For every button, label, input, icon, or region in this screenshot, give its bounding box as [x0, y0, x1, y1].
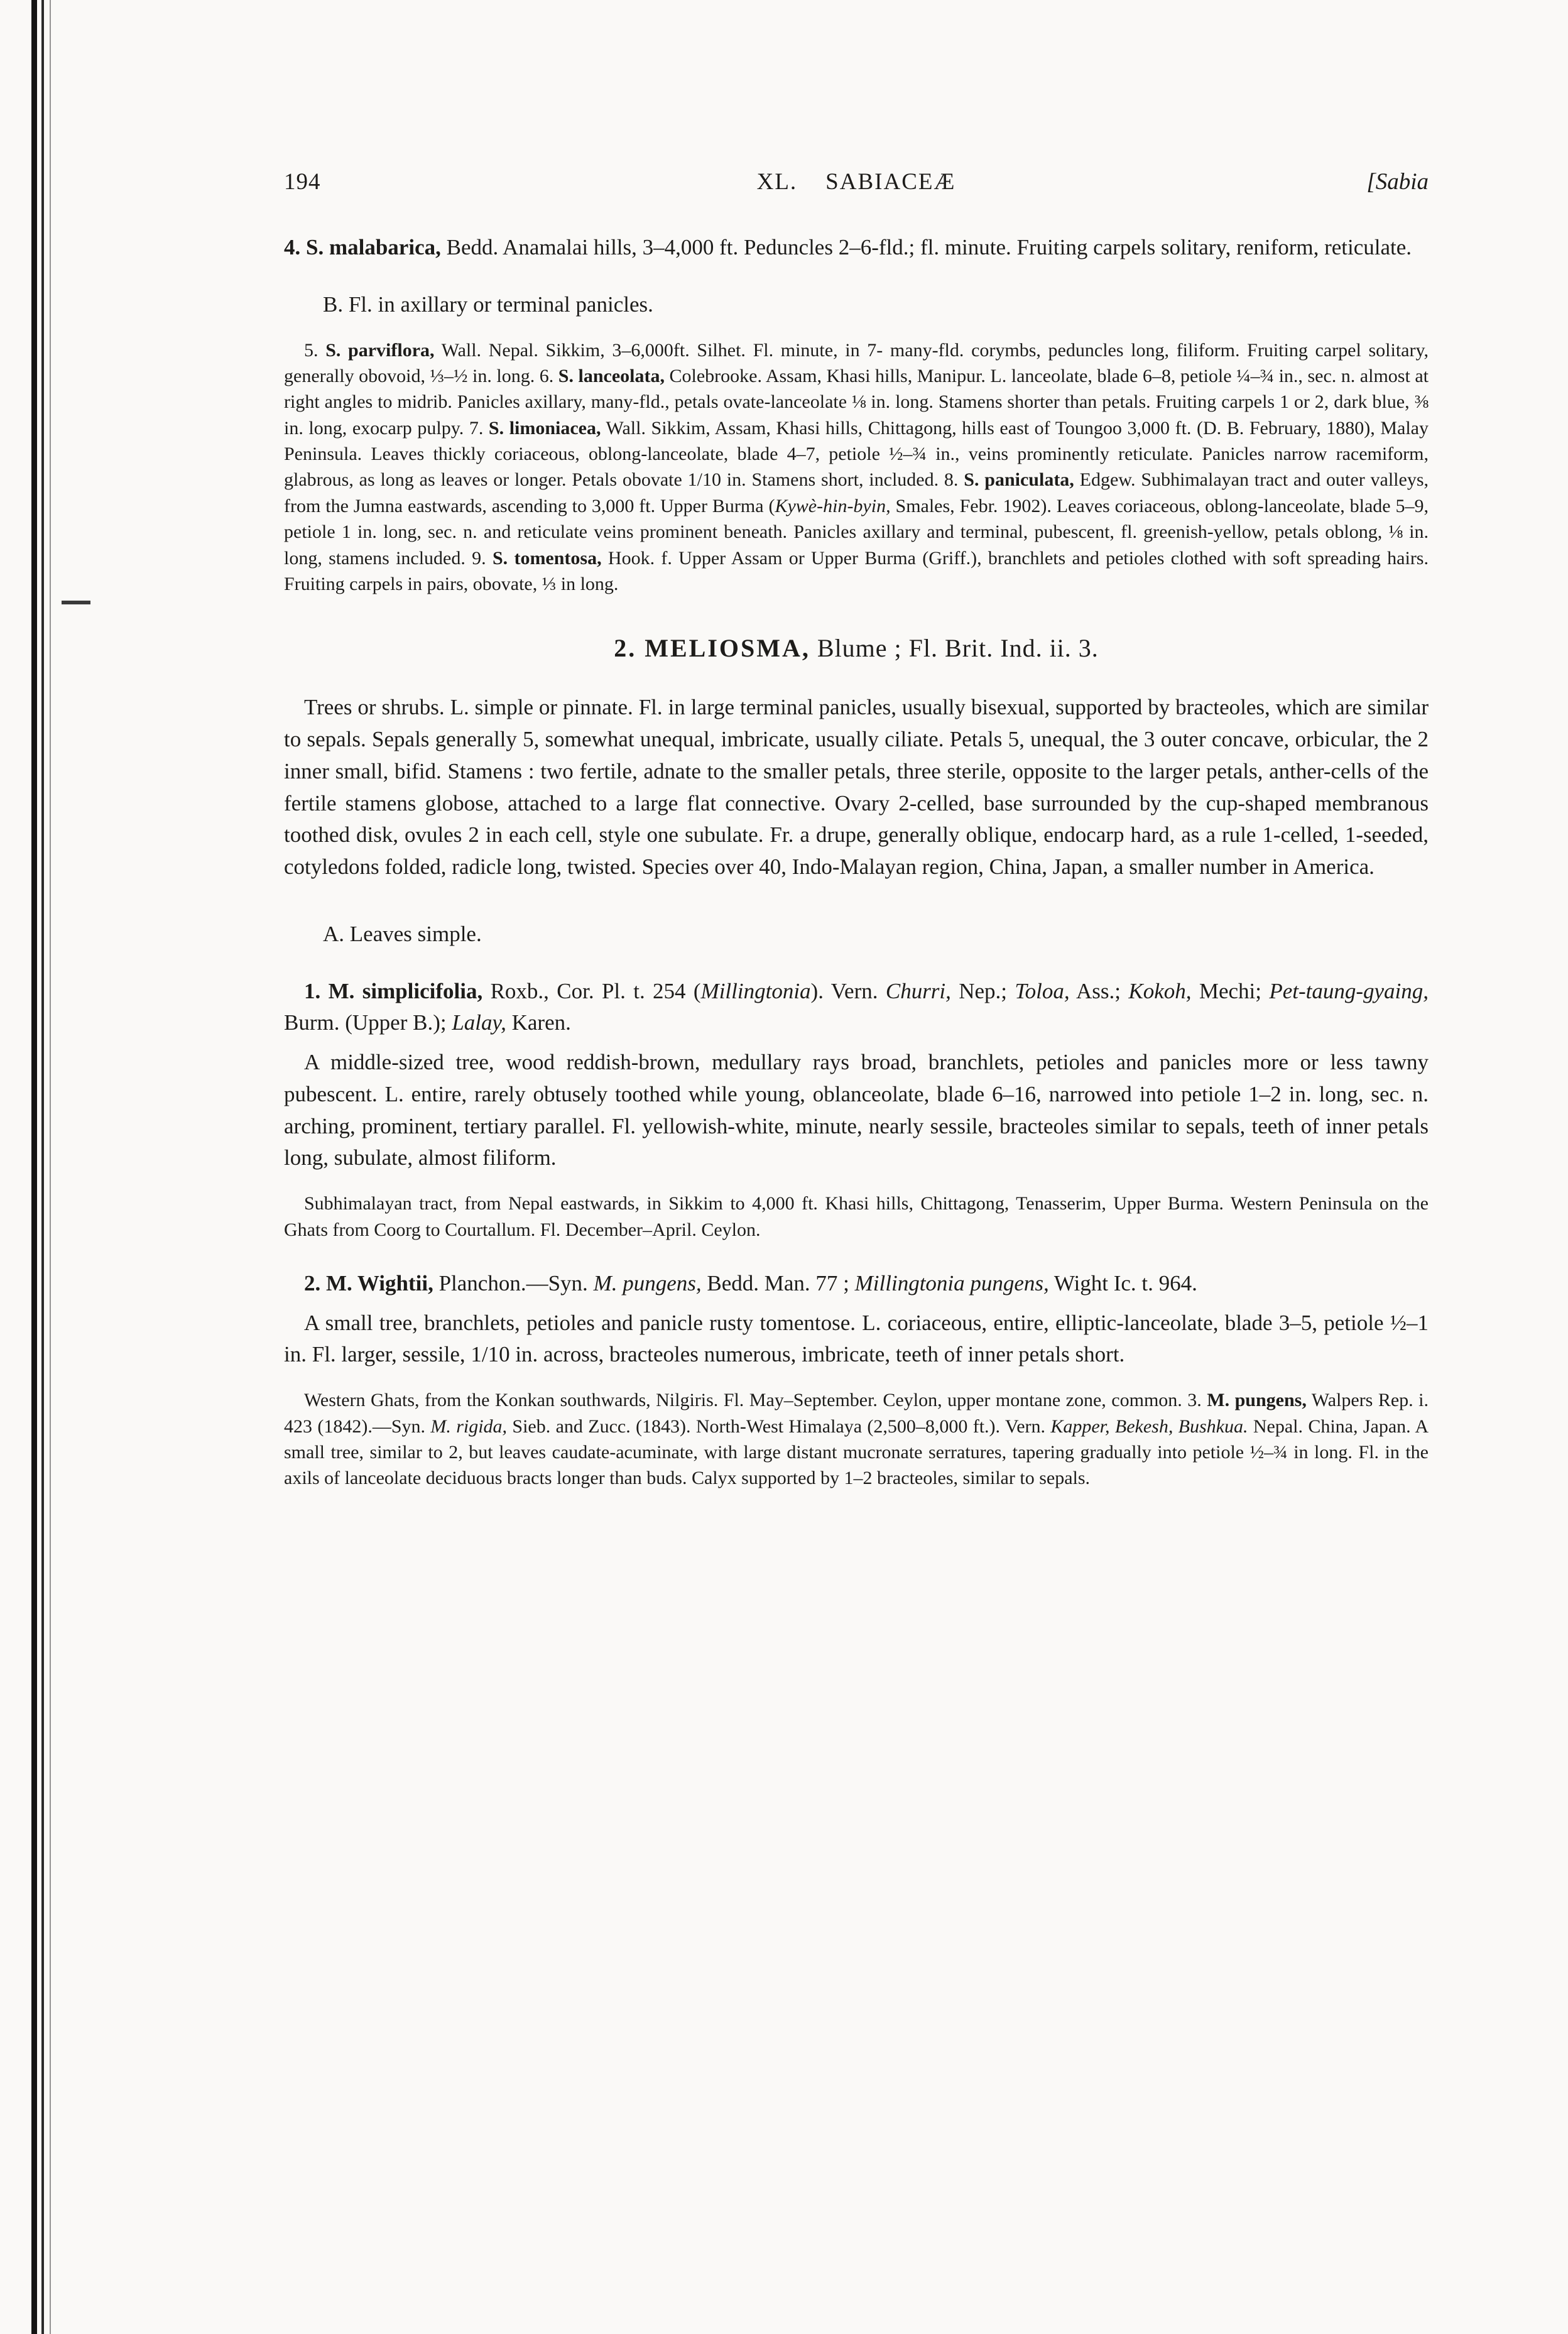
section-b-heading [284, 289, 1429, 321]
text-run: Trees or shrubs. L. simple or pinnate. Fl. in large terminal panicles, usually bisexual, supported by bracteoles, which are similar to sepals. Sepals generally 5, somewhat unequal, imbricate, usually ciliate. Petals 5, unequal, the 3 outer concave, orbicular, the 2 inner small, bifid. Stamens : two fertile, adnate to the smaller petals, three sterile, opposite to the larger petals, anther-cells of the fertile stamens globose, attached to a large flat connective. Ovary 2-celled, base surrounded by the cup-shaped membranous toothed disk, ovules 2 in each cell, style one subulate. Fr. a drupe, generally oblique, endocarp hard, as a rule 1-celled, 1-seeded, cotyledons folded, radicle long, twisted. Species over 40, Indo-Malayan region, China, Japan, a smaller number in America. [284, 695, 1429, 880]
text-run: Bedd. Anamalai hills, 3–4,000 ft. Peduncles 2–6-fld.; fl. minute. Fruiting carpels solitary, reniform, reticulate. [440, 235, 1412, 259]
text-run: Walpers Rep. i. 423 (1842).—Syn. [284, 1390, 1429, 1437]
text-run: Burm. (Upper B.); [284, 1010, 452, 1035]
binding-line-inner [50, 0, 51, 2334]
text-run: S. limoniacea, [488, 417, 601, 439]
text-run: Millingtonia pungens, [854, 1270, 1049, 1295]
page-body [284, 232, 1429, 1491]
text-run: Sieb. and Zucc. (1843). North-West Himalaya (2,500–8,000 ft.). Vern. [507, 1415, 1051, 1437]
species-range-wightii-and-pungens [284, 1387, 1429, 1491]
text-run: B. Fl. in axillary or terminal panicles. [323, 292, 653, 317]
genus-description-meliosma [284, 692, 1429, 883]
text-run: Kokoh, [1128, 978, 1192, 1003]
page-header [284, 168, 1429, 195]
species-description-simplicifolia [284, 1047, 1429, 1174]
text-run: 2. [304, 1270, 326, 1295]
text-run: Blume ; Fl. Brit. Ind. ii. 3. [810, 634, 1099, 663]
text-run: Kywè-hin-byin, [775, 495, 891, 516]
text-run: Smales, Febr. 1902). Leaves coriaceous, oblong-lanceolate, blade 5–9, petiole 1 in. long, sec. n. and reticulate veins prominent beneath. Panicles axillary and terminal, pubescent, fl. greenish-yellow, petals oblong, ⅛ in. long, stamens included. 9. [284, 495, 1429, 569]
text-run: Edgew. Subhimalayan tract and outer valleys, from the Jumna eastwards, ascending to 3,000 ft. Upper Burma ( [284, 469, 1429, 516]
text-run: 4. [284, 235, 306, 259]
text-run: Wight Ic. t. 964. [1048, 1270, 1197, 1295]
text-run: Bedd. Man. 77 ; [701, 1270, 855, 1295]
text-run: ). Vern. [810, 978, 886, 1003]
text-run: S. tomentosa, [492, 547, 602, 569]
text-run: A. Leaves simple. [323, 921, 482, 946]
running-title: XL. SABIACEÆ [756, 169, 956, 195]
text-run: S. malabarica, [306, 235, 441, 259]
text-run: Churri, [885, 978, 951, 1003]
species-heading-wightii [284, 1268, 1429, 1300]
text-run: Subhimalayan tract, from Nepal eastwards, in Sikkim to 4,000 ft. Khasi hills, Chittagong, Tenasserim, Upper Burma. Western Peninsula on the Ghats from Coorg to Courtallum. Fl. December–April. Ceylon. [284, 1193, 1429, 1240]
text-run: M. simplicifolia, [328, 978, 483, 1003]
catchword: [Sabia [1366, 169, 1429, 195]
text-run: Nep.; [950, 978, 1015, 1003]
text-run: 1. [304, 978, 329, 1003]
species-range-simplicifolia [284, 1191, 1429, 1243]
binding-line-outer [31, 0, 37, 2334]
binding-line-middle [41, 0, 44, 2334]
text-run: M. pungens, [593, 1270, 702, 1295]
text-run: Wall. Nepal. Sikkim, 3–6,000ft. Silhet. Fl. minute, in 7- many-fld. corymbs, peduncles long, filiform. Fruiting carpel solitary, generally obovoid, ⅓–½ in. long. 6. [284, 339, 1429, 386]
text-run: Planchon.—Syn. [433, 1270, 594, 1295]
text-run: Ass.; [1069, 978, 1129, 1003]
text-run: Wall. Sikkim, Assam, Khasi hills, Chittagong, hills east of Toungoo 3,000 ft. (D. B. February, 1880), Malay Peninsula. Leaves thickly coriaceous, oblong-lanceolate, blade 4–7, petiole ½–¾ in., veins prominently reticulate. Panicles narrow racemiform, glabrous, as long as leaves or longer. Petals obovate 1/10 in. Stamens short, included. 8. [284, 417, 1429, 491]
text-run: S. lanceolata, [558, 365, 665, 386]
section-a-heading [284, 919, 1429, 951]
text-run: Mechi; [1191, 978, 1270, 1003]
text-run: Hook. f. Upper Assam or Upper Burma (Griff.), branchlets and petioles clothed with soft spreading hairs. Fruiting carpels in pairs, obovate, ⅓ in long. [284, 547, 1429, 595]
genus-heading-meliosma [284, 633, 1429, 663]
species-entries-5-to-9 [284, 337, 1429, 597]
text-run: S. parviflora, [325, 339, 435, 361]
text-run: Roxb., Cor. Pl. t. 254 ( [482, 978, 701, 1003]
text-run: 5. [304, 339, 326, 361]
text-run: A small tree, branchlets, petioles and panicle rusty tomentose. L. coriaceous, entire, elliptic-lanceolate, blade 3–5, petiole ½–1 in. Fl. larger, sessile, 1/10 in. across, bracteoles numerous, imbricate, teeth of inner petals short. [284, 1310, 1429, 1367]
text-run: 2. MELIOSMA, [614, 634, 810, 663]
text-run: Colebrooke. Assam, Khasi hills, Manipur. L. lanceolate, blade 6–8, petiole ¼–¾ in., sec. n. almost at right angles to midrib. Panicles axillary, many-fld., petals ovate-lanceolate ⅛ in. long. Stamens shorter than petals. Fruiting carpels 1 or 2, dark blue, ⅜ in. long, exocarp pulpy. 7. [284, 365, 1429, 439]
text-run: Western Ghats, from the Konkan southwards, Nilgiris. Fl. May–September. Ceylon, upper montane zone, common. 3. [304, 1390, 1207, 1411]
text-run: A middle-sized tree, wood reddish-brown, medullary rays broad, branchlets, petioles and panicles more or less tawny pubescent. L. entire, rarely obtusely toothed while young, oblanceolate, blade 6–16, narrowed into petiole 1–2 in. long, sec. n. arching, prominent, tertiary parallel. Fl. yellowish-white, minute, nearly sessile, bracteoles similar to sepals, teeth of inner petals long, subulate, almost filiform. [284, 1050, 1429, 1170]
text-run: M. rigida, [430, 1415, 508, 1437]
text-run: Millingtonia [700, 978, 811, 1003]
text-run: Toloa, [1015, 978, 1070, 1003]
text-run: M. pungens, [1207, 1390, 1307, 1411]
species-description-wightii [284, 1307, 1429, 1371]
text-run: Pet-taung-gyaing, [1269, 978, 1429, 1003]
page-number: 194 [284, 169, 321, 195]
text-run: Nepal. China, Japan. A small tree, similar to 2, but leaves caudate-acuminate, with large distant mucronate serratures, tapering gradually into petiole ½–¾ in long. Fl. in the axils of lanceolate deciduous bracts longer than buds. Calyx supported by 1–2 bracteoles, similar to sepals. [284, 1415, 1429, 1489]
species-heading-simplicifolia [284, 976, 1429, 1040]
margin-mark [62, 601, 90, 604]
text-run: Karen. [506, 1010, 571, 1035]
text-run: M. Wightii, [326, 1270, 433, 1295]
text-run: Kapper, Bekesh, Bushkua. [1050, 1415, 1248, 1437]
species-entry-4-malabarica [284, 232, 1429, 264]
text-run: S. paniculata, [964, 469, 1074, 491]
text-run: Lalay, [452, 1010, 506, 1035]
book-page [284, 168, 1429, 1491]
